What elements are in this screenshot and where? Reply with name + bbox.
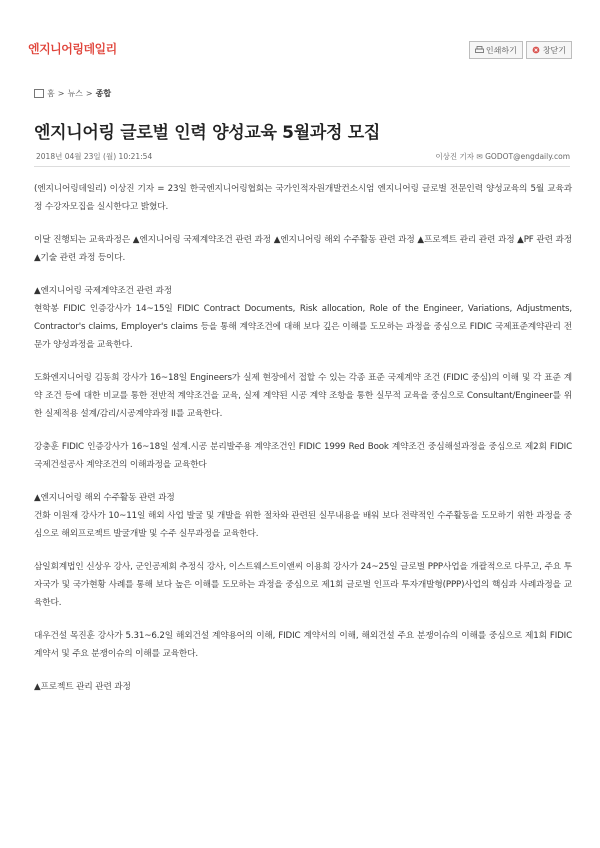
article-title: 엔지니어링 글로벌 인력 양성교육 5월과정 모집 (34, 123, 380, 143)
close-label: 창닫기 (542, 45, 566, 55)
breadcrumb-home[interactable]: 홈 (47, 89, 55, 98)
breadcrumb-separator: > (85, 89, 93, 98)
toolbar (469, 41, 572, 59)
home-icon (34, 89, 44, 98)
printer-icon (475, 46, 484, 54)
breadcrumb-current[interactable]: 종합 (95, 89, 112, 98)
article-meta (36, 151, 570, 162)
article-paragraph: 강충훈 FIDIC 인증강사가 16~18일 설계.시공 분리발주용 계약조건인 FIDIC 1999 Red Book 계약조건 중심해설과정을 중심으로 제2회 FIDIC 국제건설공사 계약조건의 이해과정을 교육한다 (34, 442, 572, 470)
article-paragraph: (엔지니어링데일리) 이상진 기자 = 23일 한국엔지니어링협회는 국가인적자원개발컨소시엄 엔지니어링 글로벌 전문인력 양성교육의 5월 교육과정 수강자모집을 실시한다고 밝혔다. (34, 184, 572, 212)
breadcrumb-separator: > (57, 89, 65, 98)
section-heading: ▲엔지니어링 국제계약조건 관련 과정 (34, 286, 172, 296)
close-icon (532, 46, 541, 54)
breadcrumb-news[interactable]: 뉴스 (67, 89, 83, 98)
article-paragraph: 대우건설 목진훈 강사가 5.31~6.2일 해외건설 계약용어의 이해, FIDIC 계약서의 이해, 해외건설 주요 분쟁이슈의 이해를 중심으로 제1회 FIDIC 계약서 및 주요 분쟁이슈의 이해를 교육한다. (34, 631, 572, 659)
article-paragraph: 삼일회계법인 신상우 강사, 군인공제회 추정식 강사, 이스트웨스트이앤씨 이용희 강사가 24~25일 글로벌 PPP사업을 개괄적으로 다루고, 주요 투자국가 및 국가현황 사례를 통해 보다 높은 이해를 도모하는 과정을 중심으로 제1회 글로벌 인프라 투자개발형(PPP)사업의 핵심과 사례과정을 교육한다. (34, 562, 572, 608)
divider (34, 166, 570, 167)
article-author: 이상진 기자 ✉ GODOT@engdaily.com (435, 152, 570, 161)
article-paragraph: 현학봉 FIDIC 인증강사가 14~15일 FIDIC Contract Documents, Risk allocation, Role of the Engineer, Variations, Adjustments, Contractor's claims, Employer's claims 등을 통해 계약조건에 대해 보다 깊은 이해를 도모하는 과정을 중심으로 FIDIC 국제표준계약관리 전문가 양성과정을 교육한다. (34, 304, 572, 350)
site-logo[interactable]: 엔지니어링데일리 (28, 42, 117, 56)
close-button[interactable] (526, 41, 572, 59)
article-paragraph: 도화엔지니어링 김동희 강사가 16~18일 Engineers가 실제 현장에서 접할 수 있는 각종 표준 국제계약 조건 (FIDIC 중심)의 이해 및 각 표준 계약 조건 등에 대한 비교를 통한 전반적 계약조건을 교육, 실제 계약된 시공 계약 조항을 통한 실무적 교육을 중심으로 Consultant/Engineer를 위한 실제적용 설계/감리/시공계약과정 II를 교육한다. (34, 373, 572, 419)
article-paragraph: 이달 진행되는 교육과정은 ▲엔지니어링 국제계약조건 관련 과정 ▲엔지니어링 해외 수주활동 관련 과정 ▲프로젝트 관리 관련 과정 ▲PF 관련 과정 ▲기술 관련 과정 등이다. (34, 235, 572, 263)
print-button[interactable] (469, 41, 523, 59)
print-label: 인쇄하기 (485, 45, 517, 55)
breadcrumb (34, 88, 111, 99)
article-paragraph: 건화 이원재 강사가 10~11일 해외 사업 발굴 및 개발을 위한 절차와 관련된 실무내용을 배워 보다 전략적인 수주활동을 도모하기 위한 과정을 중심으로 해외프로젝트 발굴개발 및 수주 실무과정을 교육한다. (34, 511, 572, 539)
section-heading: ▲엔지니어링 해외 수주활동 관련 과정 (34, 493, 175, 503)
article-body (34, 180, 572, 696)
article-date: 2018년 04월 23일 (월) 10:21:54 (36, 152, 153, 161)
section-heading: ▲프로젝트 관리 관련 과정 (34, 682, 131, 692)
